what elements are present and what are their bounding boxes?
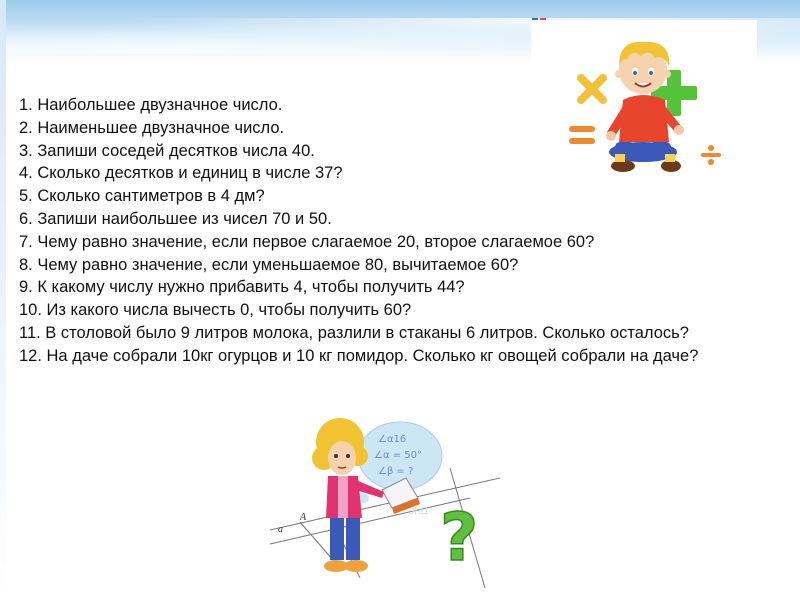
svg-text:?: ?: [440, 499, 479, 576]
point-A-label: A: [300, 512, 307, 523]
question-5: 5. Сколько сантиметров в 4 дм?: [19, 187, 265, 206]
question-3: 3. Запиши соседей десятков числа 40.: [19, 141, 315, 160]
point-a-label: a: [278, 524, 283, 535]
bubble-line-1: ∠α16: [378, 434, 407, 445]
question-2: 2. Наименьшее двузначное число.: [19, 118, 285, 137]
bubble-line-3: ∠β = ?: [378, 466, 414, 477]
bubble-line-2: ∠α = 50°: [374, 450, 423, 461]
question-1: 1. Наибольшее двузначное число.: [19, 96, 283, 114]
question-10: 10. Из какого числа вычесть 0, чтобы получить 60?: [19, 301, 412, 320]
thinking-boy-geometry-illustration: [270, 418, 500, 598]
question-11: 11. В столовой было 9 литров молока, разлили в стаканы 6 литров. Сколько осталось?: [19, 323, 689, 342]
question-12: 12. На даче собрали 10кг огурцов и 10 кг помидор. Сколько кг овощей собрали на даче?: [19, 346, 699, 365]
question-8: 8. Чему равно значение, если уменьшаемое 80, вычитаемое 60?: [19, 255, 519, 274]
left-accent-bar: [0, 0, 6, 600]
question-mark-icon: [440, 499, 478, 576]
question-6: 6. Запиши наибольшее из чисел 70 и 50.: [19, 209, 332, 228]
questions-list: [19, 94, 789, 368]
question-4: 4. Сколько десятков и единиц в числе 37?: [19, 164, 343, 183]
question-9: 9. К какому числу нужно прибавить 4, чтобы получить 44?: [19, 278, 465, 297]
question-7: 7. Чему равно значение, если первое слагаемое 20, второе слагаемое 60?: [19, 232, 595, 251]
watermark-text: ЭНЦ: [408, 506, 428, 516]
